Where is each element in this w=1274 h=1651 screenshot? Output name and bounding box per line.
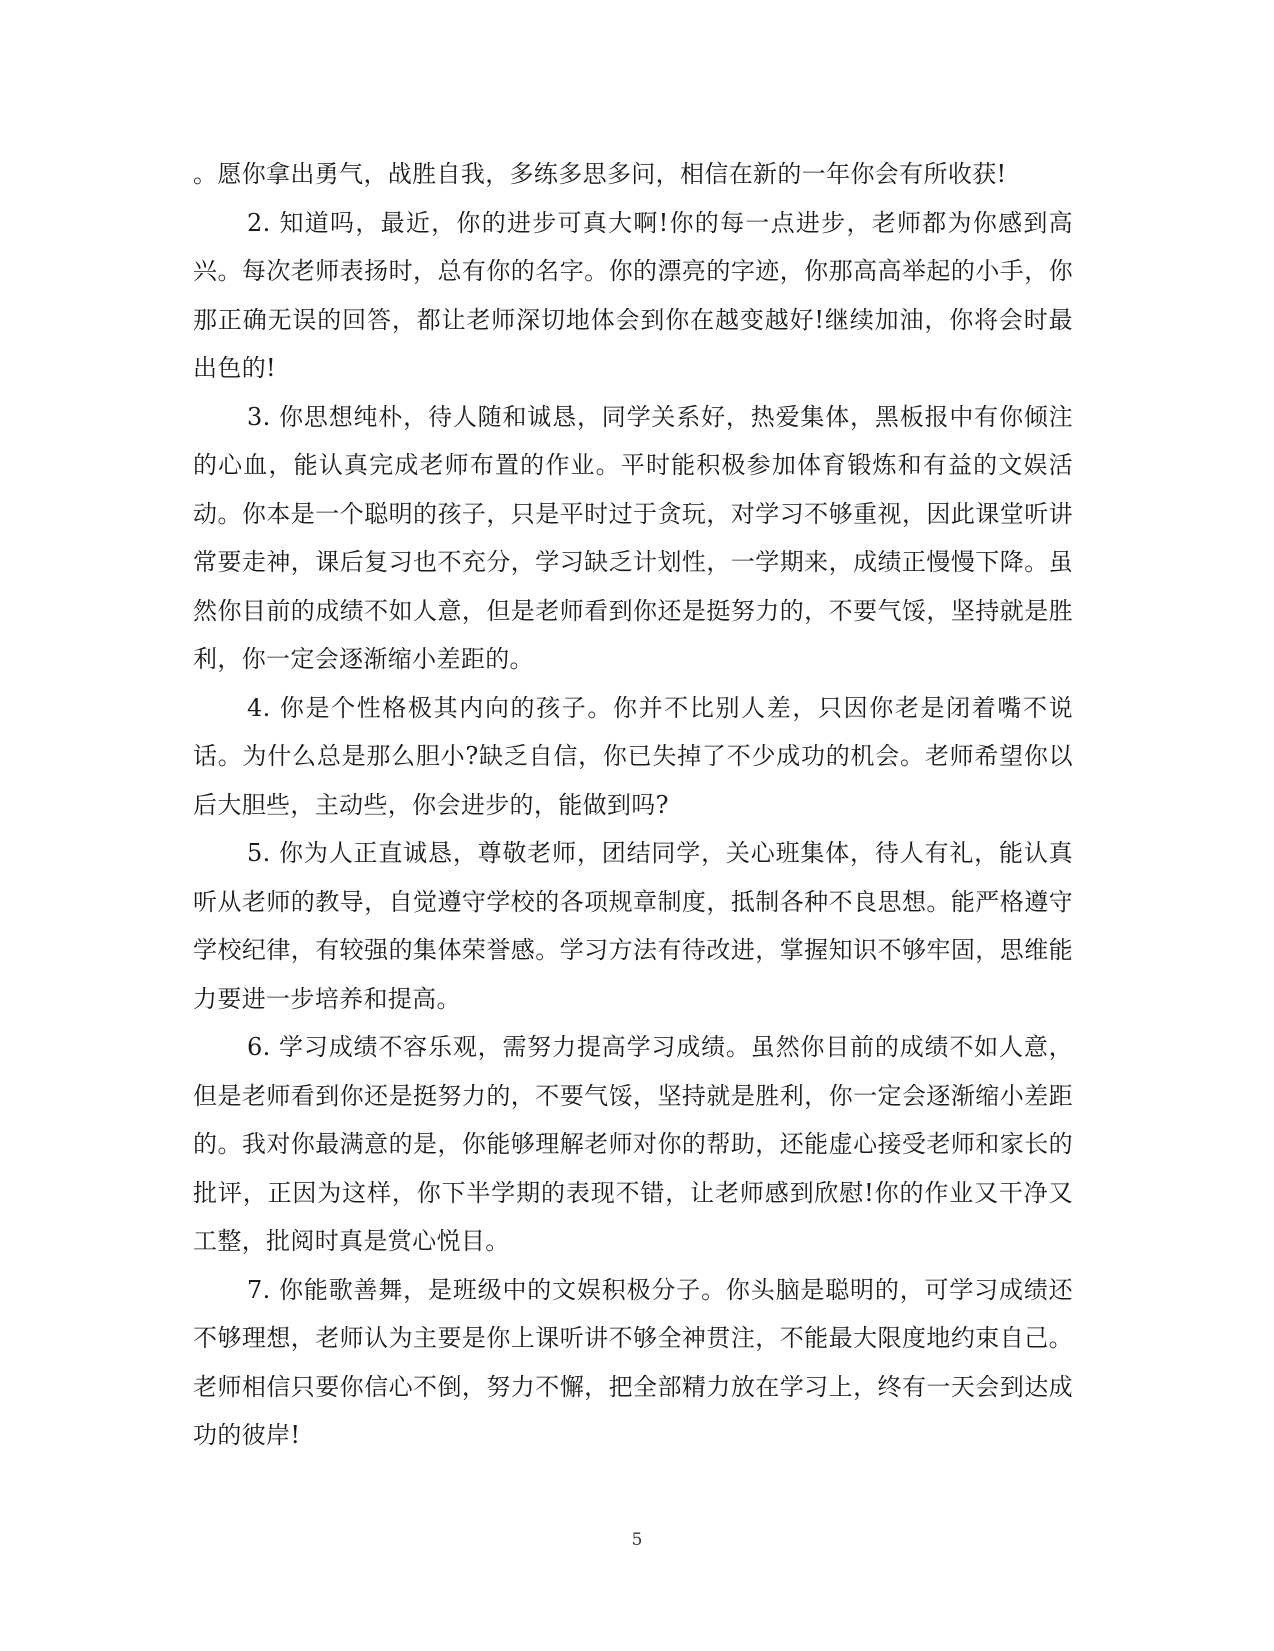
paragraph-item-5: 5. 你为人正直诚恳，尊敬老师，团结同学，关心班集体，待人有礼，能认真听从老师的教导，自觉遵守学校的各项规章制度，抵制各种不良思想。能严格遵守学校纪律，有较强的集体荣誉感。学习方法有待改进，掌握知识不够牢固，思维能力要进一步培养和提高。 <box>193 839 1073 1013</box>
paragraph-item-4: 4. 你是个性格极其内向的孩子。你并不比别人差，只因你老是闭着嘴不说话。为什么总是那么胆小?缺乏自信，你已失掉了不少成功的机会。老师希望你以后大胆些，主动些，你会进步的，能做到吗? <box>193 693 1073 819</box>
paragraph-item-2: 2. 知道吗，最近，你的进步可真大啊!你的每一点进步，老师都为你感到高兴。每次老师表扬时，总有你的名字。你的漂亮的字迹，你那高高举起的小手，你那正确无误的回答，都让老师深切地体会到你在越变越好!继续加油，你将会时最出色的! <box>193 208 1073 382</box>
document-body <box>193 150 1073 1460</box>
paragraph-item-6: 6. 学习成绩不容乐观，需努力提高学习成绩。虽然你目前的成绩不如人意，但是老师看到你还是挺努力的，不要气馁，坚持就是胜利，你一定会逐渐缩小差距的。我对你最满意的是，你能够理解老师对你的帮助，还能虚心接受老师和家长的批评，正因为这样，你下半学期的表现不错，让老师感到欣慰!你的作业又干净又工整，批阅时真是赏心悦目。 <box>193 1033 1073 1255</box>
page-number: 5 <box>631 1530 643 1550</box>
paragraph-item-7: 7. 你能歌善舞，是班级中的文娱积极分子。你头脑是聪明的，可学习成绩还不够理想，老师认为主要是你上课听讲不够全神贯注，不能最大限度地约束自己。老师相信只要你信心不倒，努力不懈，把全部精力放在学习上，终有一天会到达成功的彼岸! <box>193 1275 1073 1449</box>
paragraph-continuation: 。愿你拿出勇气，战胜自我，多练多思多问，相信在新的一年你会有所收获! <box>193 160 1007 188</box>
paragraph-item-3: 3. 你思想纯朴，待人随和诚恳，同学关系好，热爱集体，黑板报中有你倾注的心血，能认真完成老师布置的作业。平时能积极参加体育锻炼和有益的文娱活动。你本是一个聪明的孩子，只是平时过于贪玩，对学习不够重视，因此课堂听讲常要走神，课后复习也不充分，学习缺乏计划性，一学期来，成绩正慢慢下降。虽然你目前的成绩不如人意，但是老师看到你还是挺努力的，不要气馁，坚持就是胜利，你一定会逐渐缩小差距的。 <box>193 402 1073 673</box>
